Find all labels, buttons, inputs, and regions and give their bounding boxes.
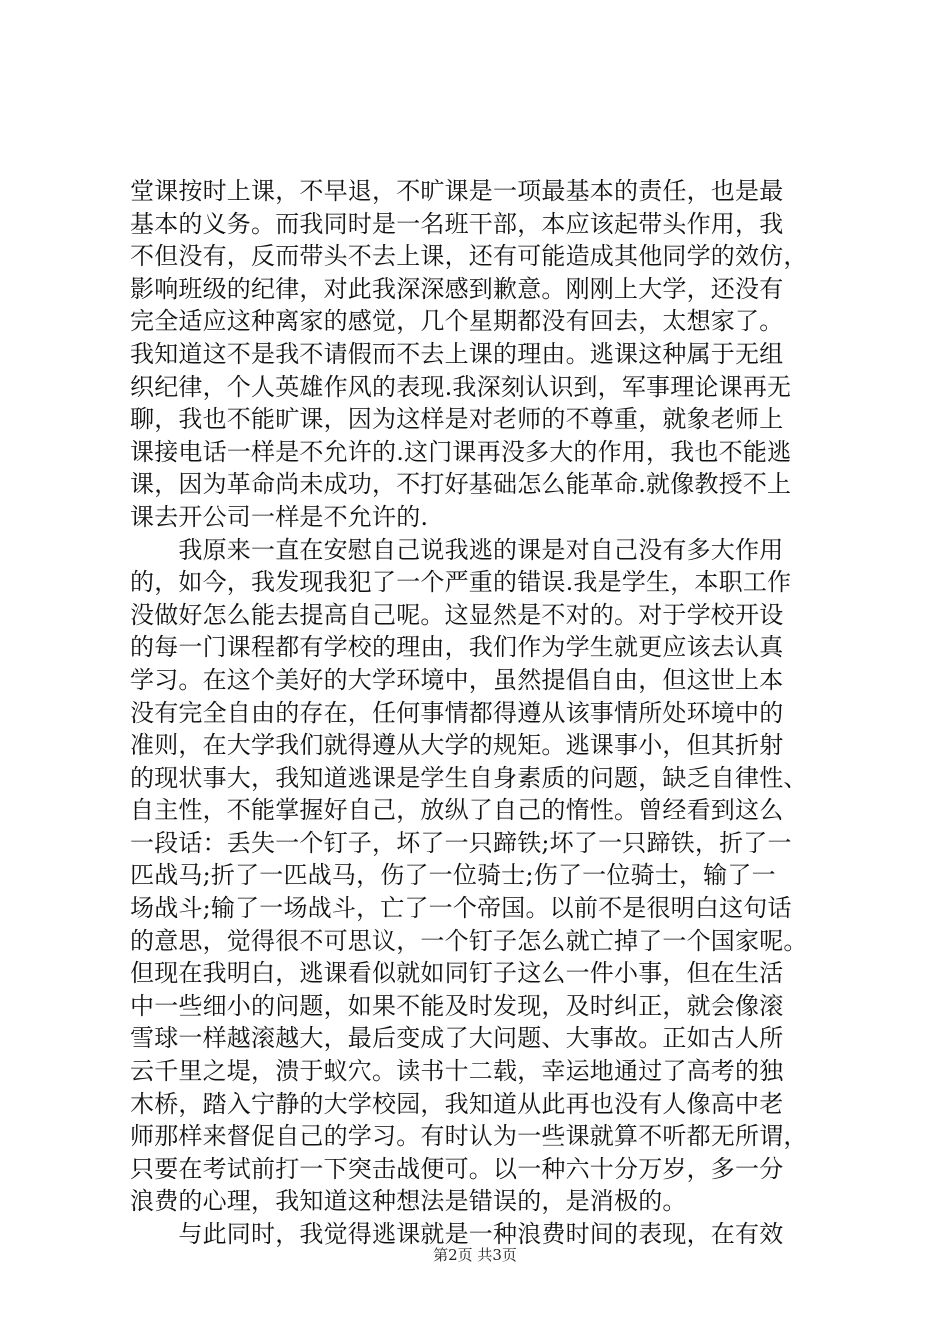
text-line: 一段话：丢失一个钉子，坏了一只蹄铁;坏了一只蹄铁，折了一 (130, 828, 792, 857)
text-line: 影响班级的纪律，对此我深深感到歉意。刚刚上大学，还没有 (130, 274, 784, 303)
text-line: 浪费的心理，我知道这种想法是错误的，是消极的。 (130, 1187, 687, 1216)
text-line: 的，如今，我发现我犯了一个严重的错误.我是学生，本职工作 (130, 568, 792, 597)
text-line: 完全适应这种离家的感觉，几个星期都没有回去，太想家了。 (130, 307, 784, 336)
text-line: 课去开公司一样是不允许的. (130, 502, 429, 531)
text-line: 聊，我也不能旷课，因为这样是对老师的不尊重，就象老师上 (130, 405, 784, 434)
text-line: 的现状事大，我知道逃课是学生自身素质的问题，缺乏自律性、 (130, 763, 808, 792)
text-line: 没做好怎么能去提高自己呢。这显然是不对的。对于学校开设 (130, 600, 784, 629)
text-line: 课，因为革命尚未成功，不打好基础怎么能革命.就像教授不上 (130, 470, 792, 499)
text-line: 与此同时，我觉得逃课就是一种浪费时间的表现，在有效 (130, 1220, 784, 1248)
text-line: 雪球一样越滚越大，最后变成了大问题、大事故。正如古人所 (130, 1024, 784, 1053)
text-line: 学习。在这个美好的大学环境中，虽然提倡自由，但这世上本 (130, 665, 784, 694)
text-line: 场战斗;输了一场战斗，亡了一个帝国。以前不是很明白这句话 (130, 894, 792, 923)
text-line: 堂课按时上课，不早退，不旷课是一项最基本的责任，也是最 (130, 177, 784, 205)
body-text (130, 175, 830, 1251)
text-line: 匹战马;折了一匹战马，伤了一位骑士;伤了一位骑士，输了一 (130, 861, 776, 890)
text-line: 的意思，觉得很不可思议，一个钉子怎么就亡掉了一个国家呢。 (130, 926, 808, 955)
text-line: 不但没有，反而带头不去上课，还有可能造成其他同学的效仿， (130, 242, 808, 271)
text-line: 织纪律，个人英雄作风的表现.我深刻认识到，军事理论课再无 (130, 372, 792, 401)
text-line: 我知道这不是我不请假而不去上课的理由。逃课这种属于无组 (130, 339, 784, 368)
text-line: 的每一门课程都有学校的理由，我们作为学生就更应该去认真 (130, 633, 784, 662)
text-line: 课接电话一样是不允许的.这门课再没多大的作用，我也不能逃 (130, 437, 792, 466)
text-line: 木桥，踏入宁静的大学校园，我知道从此再也没有人像高中老 (130, 1089, 784, 1118)
text-line: 云千里之堤，溃于蚁穴。读书十二载，幸运地通过了高考的独 (130, 1057, 784, 1086)
text-line: 只要在考试前打一下突击战便可。以一种六十分万岁，多一分 (130, 1154, 784, 1183)
text-line: 我原来一直在安慰自己说我逃的课是对自己没有多大作用 (130, 535, 784, 564)
text-line: 准则，在大学我们就得遵从大学的规矩。逃课事小，但其折射 (130, 731, 784, 760)
text-line: 基本的义务。而我同时是一名班干部，本应该起带头作用，我 (130, 209, 784, 238)
text-line: 中一些细小的问题，如果不能及时发现，及时纠正，就会像滚 (130, 991, 784, 1020)
text-line: 没有完全自由的存在，任何事情都得遵从该事情所处环境中的 (130, 698, 784, 727)
text-line: 师那样来督促自己的学习。有时认为一些课就算不听都无所谓， (130, 1122, 808, 1151)
page-footer: 第2页 共3页 (433, 1246, 517, 1264)
text-line: 自主性，不能掌握好自己，放纵了自己的惰性。曾经看到这么 (130, 796, 784, 825)
text-line: 但现在我明白，逃课看似就如同钉子这么一件小事，但在生活 (130, 959, 784, 988)
